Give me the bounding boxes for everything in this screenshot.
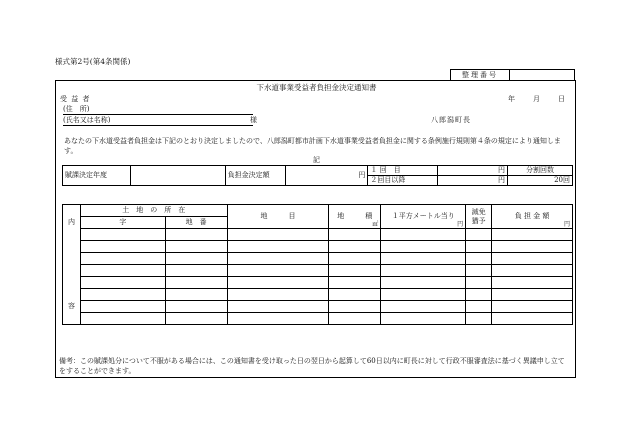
installments-value: 20回 bbox=[508, 176, 573, 186]
date-month: 月 bbox=[533, 95, 540, 103]
table-row bbox=[63, 265, 573, 277]
per-sqm-header: １平方メートル当り 円 bbox=[381, 205, 466, 229]
per-sqm-unit: 円 bbox=[457, 221, 464, 228]
detail-table bbox=[62, 204, 573, 325]
issuer: 八郎潟町長 bbox=[431, 116, 471, 124]
table-row bbox=[63, 241, 573, 253]
seiri-label: 整理番号 bbox=[451, 70, 510, 80]
fiscal-year-value bbox=[130, 166, 225, 186]
date-day: 日 bbox=[558, 95, 565, 103]
address-label: (住 所) bbox=[63, 105, 90, 113]
notice-form bbox=[55, 80, 576, 378]
seiri-number-box bbox=[450, 69, 575, 80]
futankin-header: 負 担 金 額 円 bbox=[492, 205, 573, 229]
second-amount: 円 bbox=[438, 176, 508, 186]
futankin-unit: 円 bbox=[563, 221, 570, 228]
table-row bbox=[63, 253, 573, 265]
land-location-header: 土 地 の 所 在 bbox=[80, 205, 227, 217]
menseki-unit: ㎡ bbox=[372, 221, 379, 228]
remarks-note: 備考：この賦課処分について不服がある場合には、この通知書を受け取った日の翌日から起算して60日以内に町長に対して行政不服審査法に基づく異議申し立てをすることができます。 bbox=[59, 357, 565, 375]
ki-label: 記 bbox=[313, 156, 320, 164]
name-label: (氏名又は名称) bbox=[63, 116, 111, 124]
naiyou-top: 内 bbox=[63, 217, 81, 229]
summary-table bbox=[62, 165, 573, 186]
notice-body: あなたの下水道受益者負担金は下記のとおり決定しましたので、八郎潟町都市計画下水道事業受益者負担金に関する条例施行規則第４条の規定により通知します。 bbox=[64, 137, 561, 155]
table-row bbox=[63, 229, 573, 241]
date-year: 年 bbox=[508, 95, 515, 103]
document-title: 下水道事業受益者負担金決定通知書 bbox=[256, 83, 377, 92]
amount-value: 円 bbox=[285, 166, 368, 186]
genmen-header: 減免 猶予 bbox=[466, 205, 492, 229]
table-row bbox=[63, 277, 573, 289]
menseki-header: 地 積 ㎡ bbox=[329, 205, 381, 229]
honorific: 様 bbox=[250, 116, 257, 124]
table-row bbox=[63, 313, 573, 325]
chiban-header: 地 番 bbox=[165, 217, 227, 229]
first-amount: 円 bbox=[438, 166, 508, 176]
form-number: 様式第2号(第4条関係) bbox=[55, 57, 131, 66]
installments-label: 分割回数 bbox=[508, 166, 573, 176]
aza-header: 字 bbox=[80, 217, 165, 229]
second-label: ２回目以降 bbox=[368, 176, 438, 186]
amount-label: 負担金決定額 bbox=[225, 166, 285, 186]
fiscal-year-label: 賦課決定年度 bbox=[63, 166, 131, 186]
name-line bbox=[63, 117, 253, 126]
first-label: １ 回 目 bbox=[368, 166, 438, 176]
address-line bbox=[63, 106, 253, 115]
naiyou-bottom: 容 bbox=[63, 301, 81, 313]
recipient-label: 受 益 者 bbox=[60, 95, 91, 103]
table-row bbox=[63, 289, 573, 301]
table-row bbox=[63, 301, 573, 313]
chimoku-header: 地 目 bbox=[227, 205, 329, 229]
